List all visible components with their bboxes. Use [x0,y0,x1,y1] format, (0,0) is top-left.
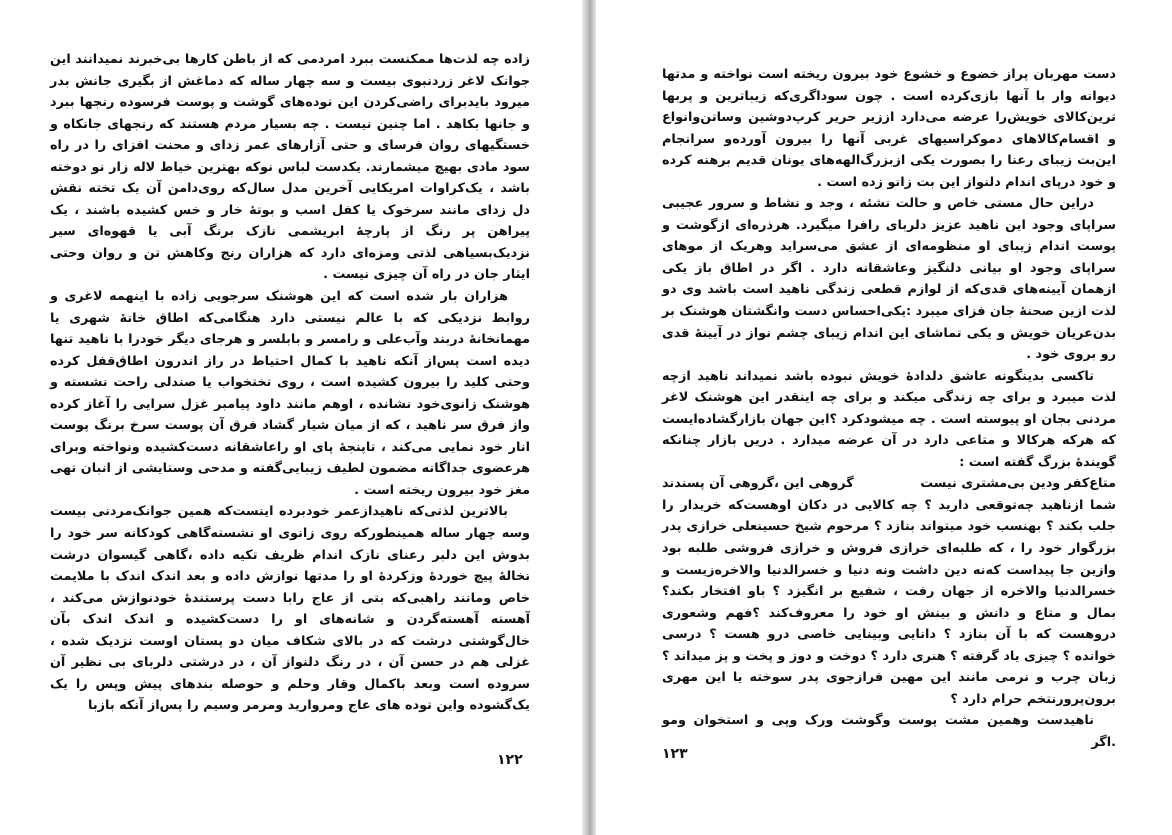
paragraph: هزاران بار شده است که این هوشنک سرجویی زاده با اینهمه لاغری و روابط نزدیکی که با عالم نیستی دارد هنگامی‌که اطاق خانهٔ شهری یا مهمانخانهٔ دربند وآب‌علی و رامسر و بابلسر و هرجای دیگر خودرا با ناهید تنها دیده است پس‌از آنکه ناهید با کمال احتیاط در راز اندرون اطاق‌قفل کرده وحتی کلید را بیرون کشیده است ، روی تختخواب یا صندلی راحت نشسته و هوشنک زانوی‌خود نشانده ، اوهم مانند داود پیامبر غزل سرایی را آغاز کرده واز فرق سر ناهید ، که از میان شیار گشاد فرق آن پوست سرخ برنگ پوست انار خود نمایی می‌کند ، تاپنجهٔ پای او راعاشقانه دست‌کشیده ونواخته وبرای هرعضوی جداگانه مضمون لطیف زیبایی‌گفته و مدحی وستایشی از انبان تهی مغز خود بیرون ریخته است . [50,289,530,498]
paragraph: دراین حال مستی خاص و حالت نشئه ، وجد و نشاط و سرور عجیبی سراپای وجود این ناهید عزیز دلربای رافرا میگیرد. هرذره‌ای ازگوشت و پوست اندام زیبای او منظومه‌ای از عشق می‌سراید وهریک از موهای سراپای وجود او بیانی دلنگیز وعاشقانه دارد . اگر در اطاق باز یکی ازهمان آیینه‌های قدی‌که از لوازم قطعی زندگی ناهید است باشد وی دو لذت ازین صحنهٔ جان فزای میبرد :یکی‌احساس دست وانگشتان هوشنک بر بدن‌عریان خویش و یکی تماشای این اندام زیبای چشم نواز در آیینهٔ قدی رو بروی خود . [662,196,1116,363]
page-number: ۱۲۲ [497,752,523,768]
book-gutter [582,0,596,835]
verse-hemistich-right: متاع‌کفر ودین بی‌مشتری نیست [920,476,1116,492]
right-page-body [662,64,1116,754]
paragraph: تاکسی بدینگونه عاشق دلدادهٔ خویش نبوده باشد نمیداند ناهید ازچه لذت میبرد و برای چه زندگی میکند و برای چه اینقدر این هوشنک لاغر مردنی بجان او پیوسته است . چه میشود‌کرد ؟این جهان بازارگشاده‌ایست که هرکه هرکالا و متاعی دارد در آن عرضه میدارد . دریں بازار چنانکه گویندهٔ بزرگ گفته است : [662,368,1116,470]
paragraph: شما ازناهید چه‌توقعی دارید ؟ چه کالایی در دکان اوهست‌که خریدار را جلب بکند ؟ بهنسب خود میتواند بنازد ؟ مرحوم شیخ حسینعلی خرازی پدر بزرگوار خود را ، که طلبه‌ای خرازی فروش و خرازی فروشی طلبه بود وازین جا پیداست که‌نه دین داشت ونه دنیا و خسرالدنیا والاخره‌زیست و خسرالدنیا والاخره از جهان رفت ، شفیع بر انگیزد ؟ باو افتخار بکند؟ بمال و متاع و دانش و بینش او خود را معروف‌کند ؟فهم وشعوری دروهست که با آن بنازد ؟ دانایی وبینایی خاصی درو هست ؟ درسی خوانده ؟ چیزی یاد گرفته ؟ هنری دارد ؟ دوخت و دوز و پخت و پز میداند ؟ زبان چرب و نرمی مانند این مهین فرازجوی پدر سوخته یا این مهری برون‌پرورنتخم حرام دارد ؟ [662,497,1116,707]
paragraph: بالاترین لذتی‌که ناهیدازعمر خودبرده اینست‌که همین جوانک‌مردنی بیست وسه چهار ساله همینطورکه روی زانوی او نشسته‌گاهی کودکانه سر خود را بدوش این دلبر رعنای نازک اندام ظریف تکیه داده ،گاهی گیسوان درشت نخالهٔ پیچ خوردهٔ وزکردهٔ او را مدتها نوازش داده و بعد اندک اندک با ملایمت خاص ومانند راهبی‌که بتی از عاج رابا دست پرستندهٔ خودنوازش می‌کند ، آهسته آهسته‌گردن و شانه‌های او را دست‌کشیده و اندک اندک بآن خال‌گوشتی درشت که در بالای شکاف میان دو پستان اوست نزدیک شده ، غزلی هم در حسن آن ، در رنگ دلنواز آن ، در درشتی دلربای بی نظیر آن سروده است وبعد باکمال وقار وحلم و حوصله بندهای پیش وپس را یک یک‌گشوده واین توده های عاج ومروارید ومرمر وسیم را پس‌از آنکه بازبا [50,504,530,714]
paragraph: زاده چه لذت‌ها ممکنست ببرد امردمی که از باطن کارها بی‌خبرند نمیدانند این جوانک لاغر زردنبوی بیست و سه چهار ساله که دماغش از بگیری جانش بدر میرود بایدبرای راضی‌کردن این توده‌های گوشت و پوست فرسوده رنجها ببرد و جانها بکاهد . اما چنین نیست . چه بسیار مردم هستند که رنجهای جانکاه و خستگیهای روان فرسای و حتی آزارهای عمر زدای و محنت افزای را در راه سود مادی بهیچ میشمارند. یکدست لباس نوکه بهترین خیاط لاله زار نو دوخته باشد ، یک‌کراوات امریکایی آخرین مدل سال‌که روی‌دامن آن یک تخته نقش دل زدای مانند سرخوک یا کفل اسب و بوتهٔ خار و خس کشیده باشند ، یک پیراهن پر رنگ از پارچهٔ ابریشمی نازک برنگ آبی یا قهوه‌ای سیر نزدیک‌بسیاهی لذتی ومزه‌ای دارد که هزاران رنج وکاهش تن و روان وحتی ایثار جان در راه آن چیزی نیست . [50,52,530,283]
paragraph: ناهیدست وهمین مشت پوست وگوشت ورک وپی و استخوان ومو .اگر [662,713,1116,750]
verse-line [662,473,1116,495]
left-page [0,0,582,835]
page-number: ۱۲۳ [662,746,688,762]
right-page [596,0,1172,835]
verse-hemistich-left: گروهی این ،گروهی آن پسندند [662,476,854,492]
left-page-body [50,49,530,717]
paragraph: دست مهربان پراز خضوع و خشوع خود بیرون ریخته است نواخته و مدتها دیوانه وار با آنها بازی‌کرده است . چون سوداگری‌که زیباترین و پربها ترین‌کالای خویش‌را عرضه می‌دارد اززیر حریر کرپ‌دوشین وساتن‌وانواع و اقسام‌کالاهای دموکراسیهای غربی آنها را بیرون آورده‌و سرانجام این‌بت زیبای رعنا را بصورت یکی ازبزرگ‌الهه‌های یونان قدیم برهنه کرده و خود درپای اندام دلنواز این بت زانو زده است . [662,67,1116,190]
